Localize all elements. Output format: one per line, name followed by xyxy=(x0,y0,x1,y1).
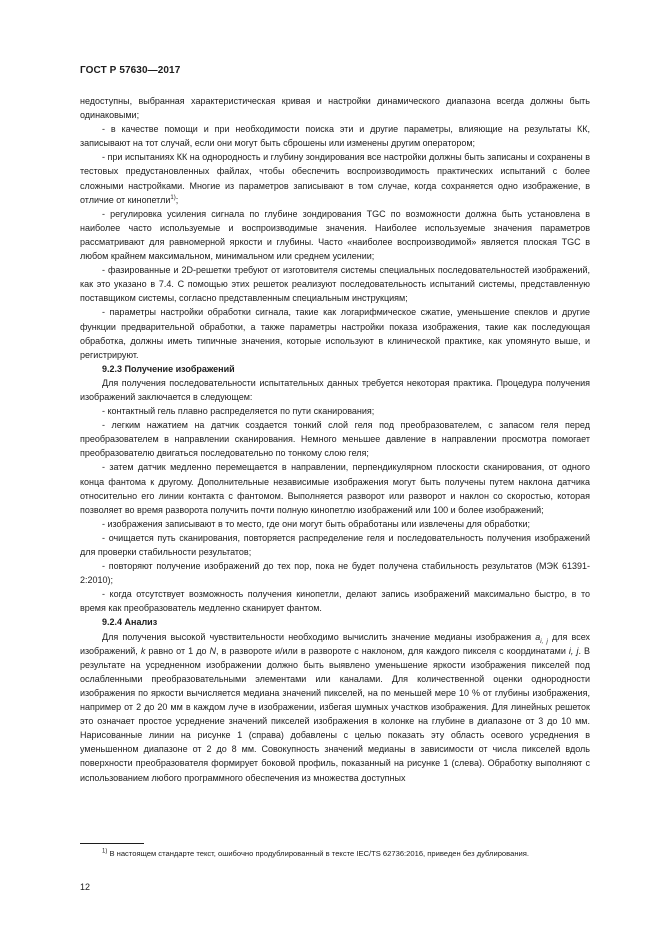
var-k: k xyxy=(140,645,146,656)
paragraph-15 xyxy=(80,630,590,785)
paragraph-3 xyxy=(80,150,590,206)
page-number: 12 xyxy=(80,882,91,892)
footnote-separator xyxy=(80,843,144,844)
paragraph-2: - в качестве помощи и при необходимости поиска эти и другие параметры, влияющие на результаты КК, записывают на тот случай, если они могут быть сброшены или изменены другим оператором; xyxy=(80,124,590,149)
footnote-reference: 1) xyxy=(170,194,176,201)
var-ij: i, j xyxy=(568,645,579,656)
paragraph-6: - параметры настройки обработки сигнала, такие как логарифмическое сжатие, уменьшение спеклов и другие функции предварительной обработки, а также параметры настройки показа изображения, такие как последующая обработка, должны иметь типичные значения, которые используют в клинической практике, как упомянуто выше, и регистрируют. xyxy=(80,307,590,360)
var-a: a xyxy=(535,631,541,642)
paragraph-3-end: ; xyxy=(175,194,179,205)
paragraph-5: - фазированные и 2D-решетки требуют от изготовителя системы специальных последовательностей изображений, как это указано в 7.4. С помощью этих решеток реализуют последовательность испытаний системы, представленную поставщиком системы, согласно представленным специальным инструкциям; xyxy=(80,265,590,304)
p15-part-c: равно от 1 до xyxy=(145,645,210,656)
section-heading-9-2-4: 9.2.4 Анализ xyxy=(102,617,158,628)
p15-part-d: , в развороте и/или в развороте с наклоном, для каждого пикселя с координатами xyxy=(216,645,569,656)
paragraph-8: - контактный гель плавно распределяется по пути сканирования; xyxy=(102,406,375,417)
p15-part-b: для всех изображений, xyxy=(80,631,590,656)
section-heading-9-2-3: 9.2.3 Получение изображений xyxy=(102,363,235,374)
var-n: N xyxy=(209,645,216,656)
paragraph-3-text: - при испытаниях КК на однородность и глубину зондирования все настройки должны быть записаны и сохранены в тестовых предустановленных файлах, чтобы обеспечить воспроизводимость практических испытаний с более сложными настройками. Многие из параметров записывают в том случае, когда сохраняется одно изображение, в отличие от кинопетли xyxy=(80,152,590,205)
paragraph-11: - изображения записывают в то место, где они могут быть обработаны или извлечены для обработки; xyxy=(102,518,531,529)
footnote xyxy=(80,848,590,860)
footnote-mark: 1) xyxy=(102,848,108,855)
p15-part-a: Для получения высокой чувствительности необходимо вычислить значение медианы изображения xyxy=(102,631,536,642)
paragraph-12: - очищается путь сканирования, повторяется распределение геля и последовательность получения изображений для проверки стабильности результатов; xyxy=(80,532,590,557)
paragraph-4: - регулировка усиления сигнала по глубине зондирования TGC по возможности должна быть установлена в наиболее часто используемые и воспроизводимые значения. Наиболее используемые значения параметров рассматривают для равномерной яркости и глубины. Часто «наиболее воспроизводимой» является плоская TGC в любом крайнем максимальном, минимальном или среднем усилении; xyxy=(80,208,590,262)
paragraph-13: - повторяют получение изображений до тех пор, пока не будет получена стабильность результатов (МЭК 61391-2:2010); xyxy=(80,561,590,586)
paragraph-14: - когда отсутствует возможность получения кинопетли, делают запись изображений максимально быстро, в то время как преобразователь медленно сканирует фантом. xyxy=(80,589,590,614)
paragraph-7: Для получения последовательности испытательных данных требуется некоторая практика. Процедура получения изображений заключается в следующем: xyxy=(80,377,590,402)
document-body xyxy=(80,94,590,785)
paragraph-10: - затем датчик медленно перемещается в направлении, перпендикулярном плоскости сканирования, от одного конца фантома к другому. Дополнительные независимые изображения могут быть получены путем наклона датчика относительно его линии контакта с фантомом. Выполняется разворот или разворот и наклон со скоростью, которая позволяет во время разворота получить почти полную кинопетлю изображений или 100 и более изображений; xyxy=(80,462,590,515)
footnote-text: В настоящем стандарте текст, ошибочно продублированный в тексте IEC/TS 62736:2016, приведен без дублирования. xyxy=(107,849,529,858)
document-header: ГОСТ Р 57630—2017 xyxy=(80,65,181,76)
paragraph-1: недоступны, выбранная характеристическая кривая и настройки динамического диапазона всегда должны быть одинаковыми; xyxy=(80,96,590,121)
paragraph-9: - легким нажатием на датчик создается тонкий слой геля под преобразователем, с запасом геля перед преобразователем в направлении сканирования. Немного меньшее давление в направлении просмотра помогает преобразователю двигаться последовательно по тонкому слою геля; xyxy=(80,420,590,459)
var-a-subscript: i, j xyxy=(540,638,548,645)
p15-part-e: . В результате на усредненном изображении должно быть выявлено уменьшение яркости изображения пикселей под ослабленными преобразовательными элементами или каналами. Для количественной оценки однородности изображения по яркости вычисляется медиана значений пикселей, на по меньшей мере 10 % от глубины изображения, например от 2 до 20 мм в каждом луче в изображении, избегая шумных участков изображения. Для линейных решеток это означает простое усреднение значений пикселей изображения в колонке на глубине в диапазоне от 3 до 10 мм. Нарисованные линии на рисунке 1 (справа) добавлены с целью показать эту область осевого усреднения в уменьшенном диапазоне от 2 до 8 мм. Совокупность значений медианы в зависимости от числа пикселей вдоль поверхности преобразователя формирует боковой профиль, показанный на рисунке 1 (слева). Обработку выполняют с использованием любого программного обеспечения из множества доступных xyxy=(80,645,590,783)
